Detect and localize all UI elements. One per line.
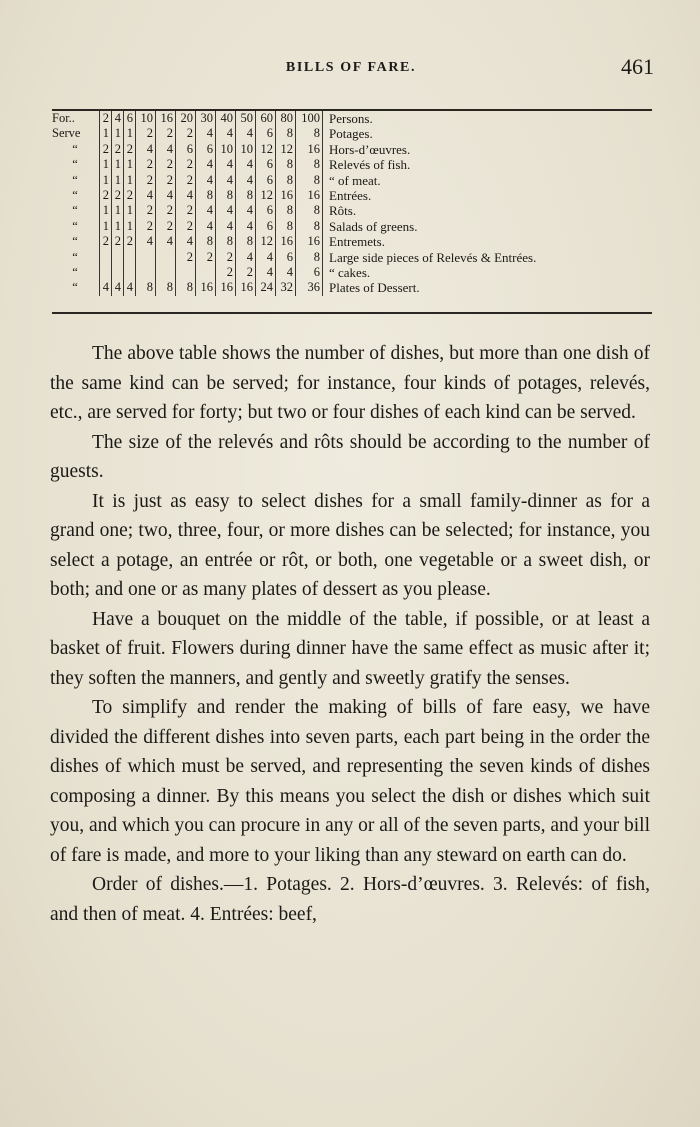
table-cell: 8 [236, 188, 256, 203]
table-cell: 2 [176, 157, 196, 172]
table-cell: 2 [176, 173, 196, 188]
table-cell: 8 [296, 173, 323, 188]
row-description: “ of meat. [329, 172, 381, 188]
page-header [48, 54, 654, 84]
table-cell: 4 [236, 250, 256, 265]
table-cell: 2 [236, 265, 256, 280]
table-cell: 2 [100, 142, 112, 157]
table-cell: 2 [136, 126, 156, 141]
table-cell [176, 265, 196, 280]
table-cell: 6 [256, 203, 276, 218]
table-cell: 8 [176, 280, 196, 295]
table-cell: 2 [136, 203, 156, 218]
row-label: For.. [52, 111, 100, 126]
table-cell: 8 [236, 234, 256, 249]
table-cell: 1 [112, 219, 124, 234]
table-cell: 1 [124, 173, 136, 188]
table-cell [124, 265, 136, 280]
table-cell: 1 [100, 173, 112, 188]
table-cell [136, 265, 156, 280]
table-cell: 30 [196, 111, 216, 126]
table-cell: 6 [256, 219, 276, 234]
table-cell: 2 [176, 219, 196, 234]
table-cell: 2 [156, 157, 176, 172]
row-label: “ [52, 157, 100, 172]
table-row [52, 111, 538, 126]
table-cell: 8 [276, 203, 296, 218]
table-cell: 20 [176, 111, 196, 126]
table-cell: 8 [296, 250, 323, 265]
table-cell: 16 [276, 234, 296, 249]
row-label: Serve [52, 126, 100, 141]
table-cell: 4 [216, 219, 236, 234]
table-row [52, 173, 538, 188]
table-cell: 4 [176, 234, 196, 249]
row-label: “ [52, 234, 100, 249]
row-label: “ [52, 188, 100, 203]
table-cell: 8 [216, 188, 236, 203]
table-cell: 6 [256, 173, 276, 188]
table-row [52, 219, 538, 234]
table-cell: 8 [196, 188, 216, 203]
row-description: Potages. [329, 126, 373, 142]
table-cell: 6 [196, 142, 216, 157]
table-cell: 8 [156, 280, 176, 295]
table-cell: 6 [176, 142, 196, 157]
table-cell: 4 [216, 126, 236, 141]
table-cell: 12 [256, 142, 276, 157]
table-cell: 4 [100, 280, 112, 295]
table-cell: 2 [112, 188, 124, 203]
table-row [52, 188, 538, 203]
table-cell: 1 [100, 203, 112, 218]
running-head: BILLS OF FARE. [285, 60, 417, 75]
table-cell: 1 [100, 219, 112, 234]
table-cell: 2 [216, 265, 236, 280]
table-cell: 8 [296, 219, 323, 234]
row-label: “ [52, 280, 100, 295]
paragraph: It is just as easy to select dishes for a small family-dinner as for a grand one; two, three, four, or more dishes can be selected; for instance, you select a potage, an entrée or rôt, or both, one vegetable or a sweet dish, or both; and one or as many plates of dessert as you please. [50, 490, 650, 600]
table-cell: 1 [124, 203, 136, 218]
table-cell: 4 [216, 173, 236, 188]
table-cell: 12 [256, 234, 276, 249]
row-description: Large side pieces of Relevés & Entrées. [329, 249, 537, 265]
table-cell: 4 [196, 173, 216, 188]
table-cell: 1 [112, 173, 124, 188]
table-cell: 2 [196, 250, 216, 265]
table-cell: 4 [196, 203, 216, 218]
table-cell: 2 [156, 203, 176, 218]
row-label: “ [52, 250, 100, 265]
table-cell: 1 [124, 219, 136, 234]
table-cell [100, 265, 112, 280]
table-row [52, 234, 538, 249]
table-row [52, 265, 538, 280]
table-cell: 2 [176, 203, 196, 218]
table-cell: 4 [156, 142, 176, 157]
table-cell: 6 [256, 126, 276, 141]
table-cell: 2 [176, 250, 196, 265]
table-row [52, 142, 538, 157]
table-cell: 2 [136, 173, 156, 188]
table-cell: 4 [236, 203, 256, 218]
table-cell: 8 [296, 203, 323, 218]
table-cell: 16 [196, 280, 216, 295]
table-cell: 1 [112, 157, 124, 172]
table-cell: 2 [176, 126, 196, 141]
table-cell: 4 [196, 157, 216, 172]
row-description: Entrées. [329, 188, 372, 204]
table-cell: 4 [276, 265, 296, 280]
table-cell: 6 [256, 157, 276, 172]
table-cell: 10 [136, 111, 156, 126]
row-description: Hors-d’œuvres. [329, 141, 411, 157]
table-cell: 2 [100, 188, 112, 203]
table-cell: 12 [256, 188, 276, 203]
table-cell: 4 [236, 157, 256, 172]
table-cell [156, 250, 176, 265]
table-cell: 2 [112, 234, 124, 249]
table-cell: 4 [156, 234, 176, 249]
row-label: “ [52, 265, 100, 280]
table-row [52, 280, 538, 295]
table-cell: 2 [216, 250, 236, 265]
table-cell: 4 [136, 142, 156, 157]
table-cell: 8 [296, 157, 323, 172]
table-cell: 2 [124, 142, 136, 157]
paragraph: Have a bouquet on the middle of the table, if possible, or at least a basket of fruit. Flowers during dinner have the same effect as music after it; they soften the manners, and gently and sweetly gratify the senses. [50, 608, 650, 689]
table-cell [112, 265, 124, 280]
table-cell: 4 [216, 203, 236, 218]
table-row [52, 126, 538, 141]
page-number: 461 [621, 54, 654, 79]
table-cell: 4 [176, 188, 196, 203]
paragraph: Order of dishes.—1. Potages. 2. Hors-d’œuvres. 3. Relevés: of fish, and then of meat. 4. Entrées: beef, [50, 874, 650, 925]
table-cell: 16 [296, 234, 323, 249]
row-description: Persons. [329, 111, 373, 126]
table-cell: 8 [196, 234, 216, 249]
table-cell: 6 [276, 250, 296, 265]
table-cell: 16 [156, 111, 176, 126]
table-cell [124, 250, 136, 265]
table-cell: 24 [256, 280, 276, 295]
row-description: Relevés of fish. [329, 157, 411, 173]
table-cell: 1 [112, 126, 124, 141]
table-cell [196, 265, 216, 280]
table-cell: 4 [196, 126, 216, 141]
table-cell [100, 250, 112, 265]
paragraph: The size of the relevés and rôts should be according to the number of guests. [50, 431, 650, 482]
table-cell: 4 [256, 265, 276, 280]
table-cell: 36 [296, 280, 323, 295]
table-cell: 2 [100, 234, 112, 249]
table-cell: 32 [276, 280, 296, 295]
table-cell: 16 [216, 280, 236, 295]
table-cell: 4 [236, 219, 256, 234]
table-cell: 4 [112, 280, 124, 295]
table-cell: 100 [296, 111, 323, 126]
table-row [52, 250, 538, 265]
table-cell: 8 [136, 280, 156, 295]
bill-of-fare-table [52, 111, 538, 296]
table-cell: 2 [100, 111, 112, 126]
table-cell: 1 [112, 203, 124, 218]
table-cell: 40 [216, 111, 236, 126]
table-cell: 8 [276, 219, 296, 234]
table-cell: 2 [136, 219, 156, 234]
table-cell: 80 [276, 111, 296, 126]
table-cell: 6 [296, 265, 323, 280]
row-label: “ [52, 173, 100, 188]
table-cell: 2 [156, 126, 176, 141]
table-cell: 8 [276, 173, 296, 188]
table-cell: 12 [276, 142, 296, 157]
table-cell: 16 [296, 188, 323, 203]
table-cell: 2 [124, 234, 136, 249]
row-description: “ cakes. [329, 265, 371, 281]
table-cell: 4 [216, 157, 236, 172]
row-label: “ [52, 203, 100, 218]
table-cell: 8 [276, 157, 296, 172]
table-cell: 4 [156, 188, 176, 203]
row-description: Salads of greens. [329, 218, 418, 234]
table-cell: 1 [124, 126, 136, 141]
table-cell: 4 [236, 173, 256, 188]
table-cell: 16 [296, 142, 323, 157]
table-cell: 6 [124, 111, 136, 126]
table-cell: 50 [236, 111, 256, 126]
table-cell: 10 [236, 142, 256, 157]
table-cell: 4 [124, 280, 136, 295]
table-cell: 8 [276, 126, 296, 141]
table-cell: 4 [136, 188, 156, 203]
table-cell: 4 [256, 250, 276, 265]
table-cell: 2 [136, 157, 156, 172]
row-label: “ [52, 219, 100, 234]
table-cell: 8 [296, 126, 323, 141]
table-cell: 2 [156, 173, 176, 188]
table-cell: 2 [112, 142, 124, 157]
row-label: “ [52, 142, 100, 157]
table-row [52, 157, 538, 172]
row-description: Entremets. [329, 234, 385, 250]
paragraph: To simplify and render the making of bills of fare easy, we have divided the different dishes into seven parts, each part being in the order the dishes of which must be served, and representing the seven kinds of dishes composing a dinner. By this means you select the dish or dishes which suit you, and which you can procure in any or all of the seven parts, and your bill of fare is made, and more to your liking than any steward on earth can do. [50, 697, 650, 866]
table-cell: 1 [100, 157, 112, 172]
paragraph: The above table shows the number of dishes, but more than one dish of the same kind can be served; for instance, four kinds of potages, relevés, etc., are served for forty; but two or four dishes of each kind can be served. [50, 343, 650, 423]
table-cell: 60 [256, 111, 276, 126]
table-cell: 4 [236, 126, 256, 141]
body-text [50, 339, 650, 929]
table-cell: 4 [196, 219, 216, 234]
table-cell: 10 [216, 142, 236, 157]
table-cell: 2 [156, 219, 176, 234]
table-cell: 8 [216, 234, 236, 249]
table-cell: 16 [236, 280, 256, 295]
table-cell [156, 265, 176, 280]
table-cell: 4 [136, 234, 156, 249]
table-cell [136, 250, 156, 265]
table-cell [112, 250, 124, 265]
row-description: Rôts. [329, 203, 357, 219]
table-cell: 2 [124, 188, 136, 203]
table-cell: 16 [276, 188, 296, 203]
table-row [52, 203, 538, 218]
row-description: Plates of Dessert. [329, 280, 420, 296]
table-cell: 1 [100, 126, 112, 141]
table-cell: 4 [112, 111, 124, 126]
table-cell: 1 [124, 157, 136, 172]
table-bottom-rule [52, 312, 652, 314]
